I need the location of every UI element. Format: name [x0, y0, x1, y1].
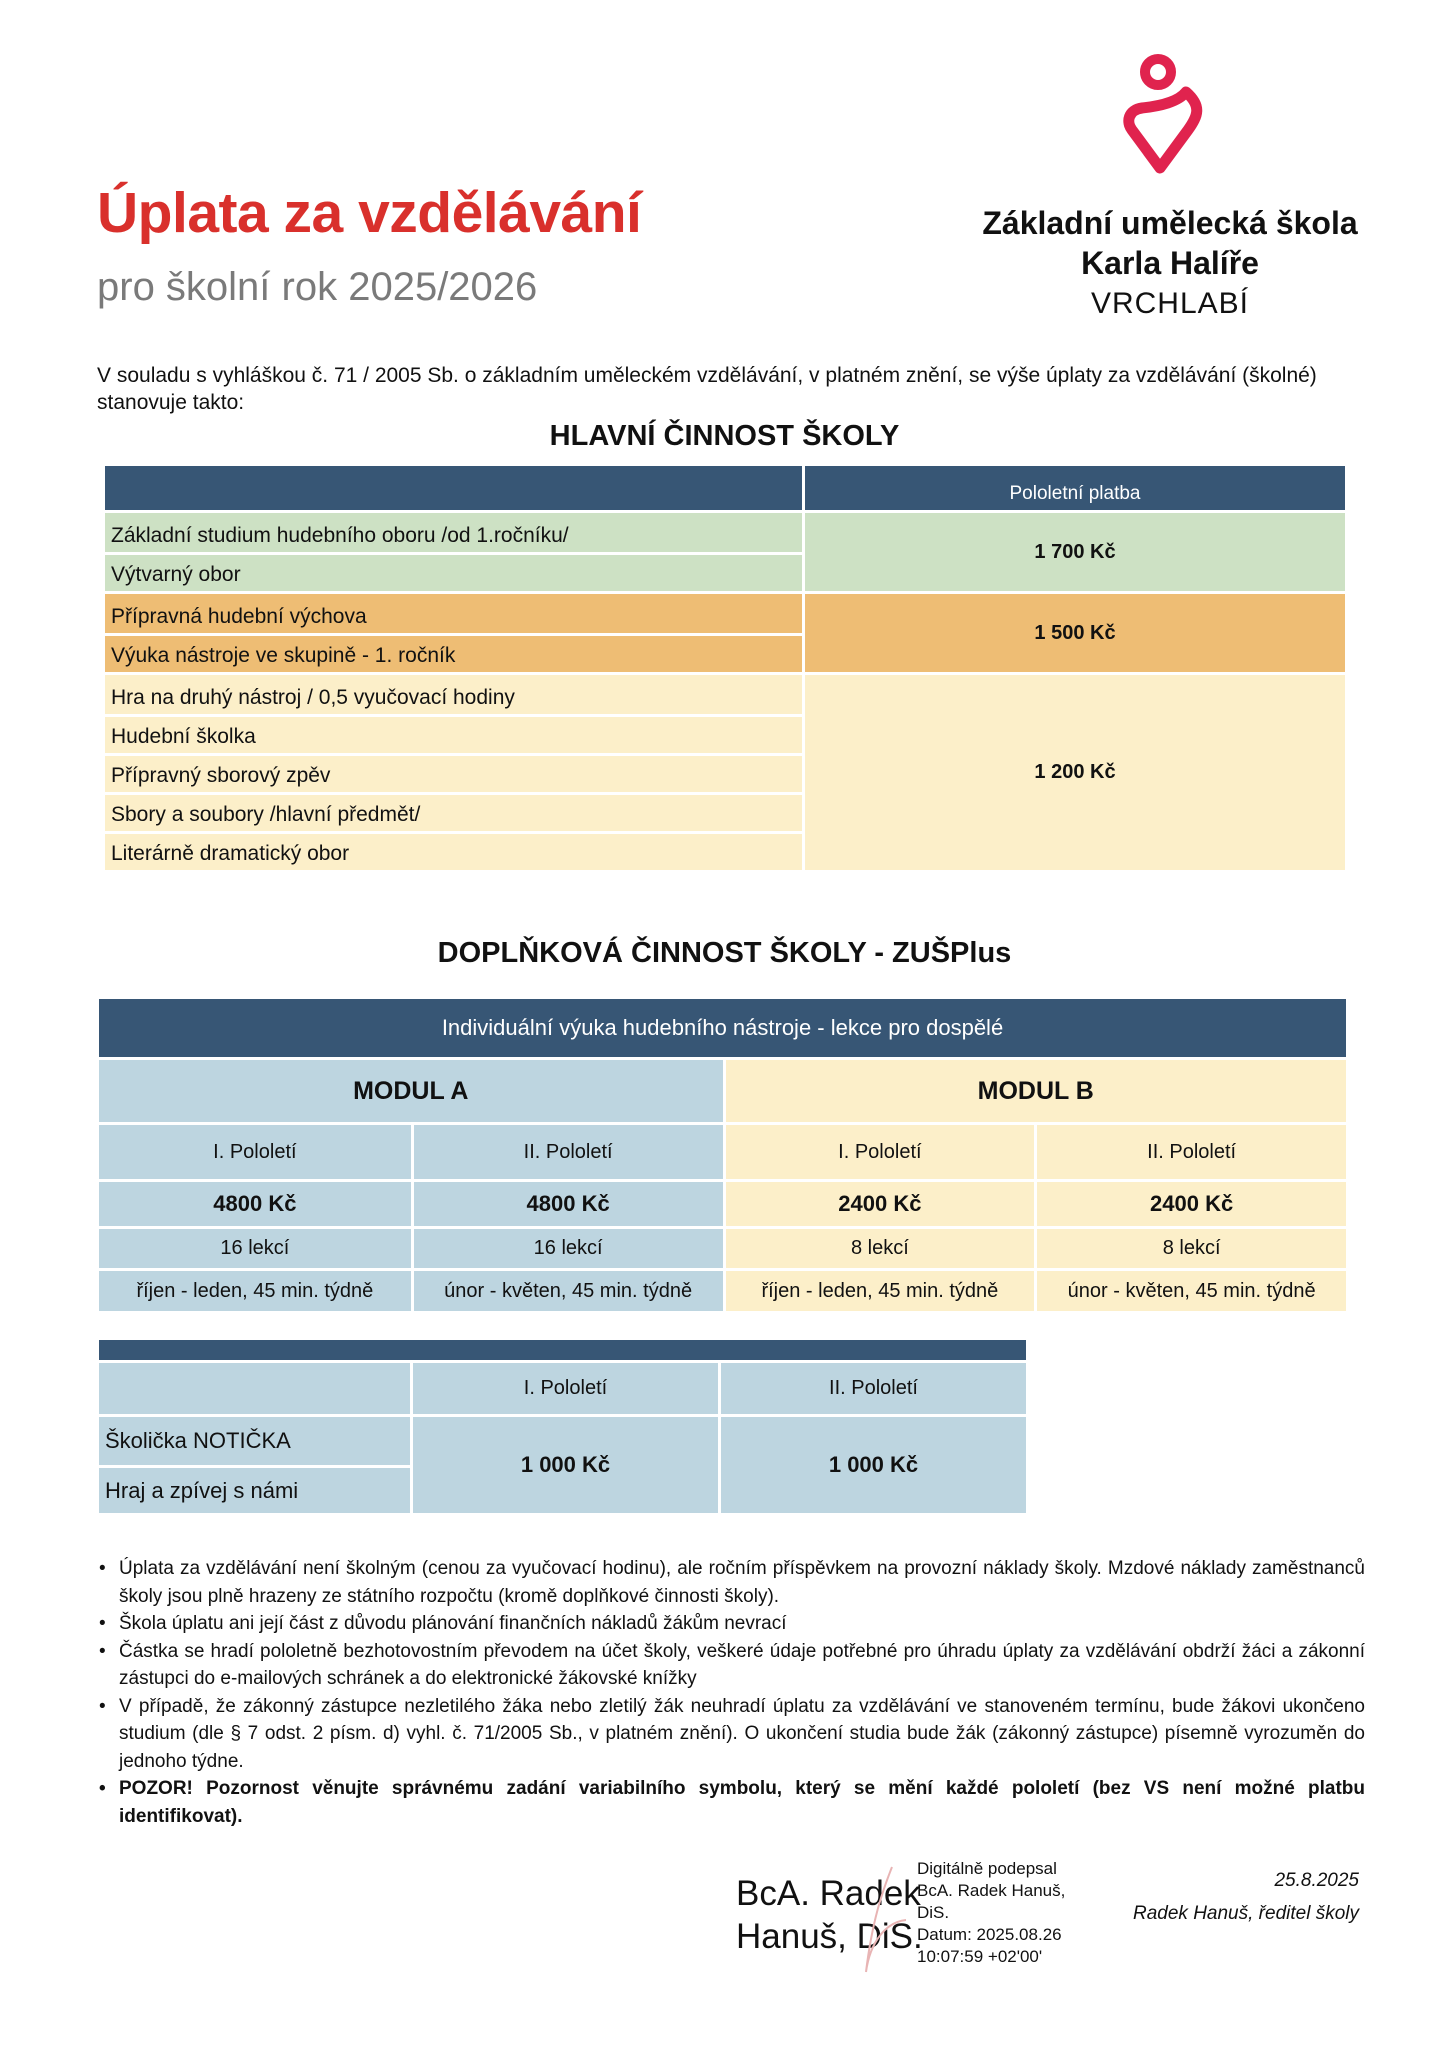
table-header-bar	[99, 1340, 1026, 1360]
digital-signature-watermark-icon	[852, 1862, 912, 1982]
signature-detail-line: 10:07:59 +02'00'	[917, 1947, 1043, 1966]
table-row: Základní studium hudebního oboru /od 1.ročníku/	[111, 524, 569, 547]
table-header	[105, 466, 1345, 510]
price-cell: 2400 Kč	[723, 1182, 1035, 1226]
lessons-count: 16 lekcí	[99, 1229, 411, 1268]
module-b-heading: MODUL B	[723, 1060, 1347, 1122]
period-cell: říjen - leden, 45 min. týdně	[723, 1271, 1035, 1311]
semester-label: I. Pololetí	[99, 1125, 411, 1179]
list-item: • Částka se hradí pololetně bezhotovostním převodem na účet školy, veškeré údaje potřebné pro úhradu úplaty za vzdělávání obdrží žáci a zákonní zástupci do e-mailových schránek a do elektronické žákovské knížky	[97, 1638, 1365, 1693]
list-item: • Škola úplatu ani její část z důvodu plánování finančních nákladů žákům nevrací	[97, 1610, 1365, 1638]
header-semester-payment: Pololetní platba	[1009, 483, 1141, 504]
school-logo	[930, 50, 1410, 325]
document-subtitle: pro školní rok 2025/2026	[97, 265, 538, 309]
school-name-line1: Základní umělecká škola	[982, 205, 1358, 241]
table-row: Literárně dramatický obor	[105, 831, 802, 870]
signature-name-line2: Hanuš, DiS.	[736, 1917, 923, 1956]
price-cell: 1 000 Kč	[410, 1417, 718, 1513]
module-a-heading: MODUL A	[99, 1060, 723, 1122]
signature-detail-line: DiS.	[917, 1903, 950, 1922]
school-city: VRCHLABÍ	[1090, 287, 1250, 320]
signatory-role: Radek Hanuš, ředitel školy	[1133, 1903, 1359, 1924]
signature-name-line1: BcA. Radek	[736, 1874, 921, 1913]
signature-detail-line: Digitálně podepsal	[917, 1859, 1057, 1878]
table-row: Výtvarný obor	[105, 552, 802, 591]
semester-label: II. Pololetí	[718, 1363, 1026, 1414]
supplementary-section-heading: DOPLŇKOVÁ ČINNOST ŠKOLY - ZUŠPlus	[437, 937, 1012, 969]
period-cell: únor - květen, 45 min. týdně	[1034, 1271, 1346, 1311]
header-blank-cell	[105, 466, 805, 510]
price-cell: 4800 Kč	[411, 1182, 723, 1226]
price-cell: 1 200 Kč	[1034, 761, 1116, 783]
period-cell: říjen - leden, 45 min. týdně	[99, 1271, 411, 1311]
semester-label: II. Pololetí	[1034, 1125, 1346, 1179]
table-row: Hra na druhý nástroj / 0,5 vyučovací hodiny	[111, 686, 515, 709]
fee-group-1200	[105, 672, 1345, 870]
header-blank-cell	[99, 1363, 410, 1414]
semester-label: II. Pololetí	[411, 1125, 723, 1179]
signature-detail-line: BcA. Radek Hanuš,	[917, 1881, 1066, 1900]
heart-figure-logo-icon	[1120, 50, 1220, 185]
period-cell: únor - květen, 45 min. týdně	[411, 1271, 723, 1311]
list-item: • V případě, že zákonný zástupce nezletilého žáka nebo zletilý žák neuhradí úplatu za vzdělávání ve stanoveném termínu, bude žákovi ukončeno studium (dle § 7 odst. 2 písm. d) vyhl. č. 71/2005 Sb., v platném znění). O ukončení studia bude žák (zákonný zástupce) písemně vyrozuměn do jednoho týdne.	[97, 1693, 1365, 1776]
lessons-count: 8 lekcí	[723, 1229, 1035, 1268]
semester-label: I. Pololetí	[723, 1125, 1035, 1179]
intro-paragraph: V souladu s vyhláškou č. 71 / 2005 Sb. o základním uměleckém vzdělávání, v platném znění, se výše úplaty za vzdělávání (školné) stanovuje takto:	[97, 364, 1317, 414]
table-row: Školička NOTIČKA	[105, 1428, 291, 1453]
semester-label: I. Pololetí	[410, 1363, 718, 1414]
lessons-count: 16 lekcí	[411, 1229, 723, 1268]
lessons-count: 8 lekcí	[1034, 1229, 1346, 1268]
table-row: Hraj a zpívej s námi	[99, 1465, 410, 1513]
signature-date: 25.8.2025	[1274, 1870, 1359, 1891]
table-row: Přípravný sborový zpěv	[105, 753, 802, 792]
school-name-line2: Karla Halíře	[1081, 245, 1259, 281]
table-row: Sbory a soubory /hlavní předmět/	[105, 792, 802, 831]
price-cell: 1 000 Kč	[718, 1417, 1026, 1513]
main-section-heading: HLAVNÍ ČINNOST ŠKOLY	[549, 420, 900, 452]
document-title: Úplata za vzdělávání	[97, 181, 642, 245]
table-row: Výuka nástroje ve skupině - 1. ročník	[105, 633, 802, 672]
kids-programs-table	[99, 1340, 1026, 1513]
price-cell: 1 700 Kč	[1034, 540, 1116, 563]
table-row: Přípravná hudební výchova	[111, 605, 367, 628]
main-fees-table	[105, 466, 1345, 870]
price-cell: 1 500 Kč	[1034, 621, 1116, 644]
price-cell: 4800 Kč	[99, 1182, 411, 1226]
fee-group-1500	[105, 591, 1345, 672]
table-row: Hudební školka	[105, 714, 802, 753]
price-cell: 2400 Kč	[1034, 1182, 1346, 1226]
warning-list-item: • POZOR! Pozornost věnujte správnému zadání variabilního symbolu, který se mění každé pololetí (bez VS není možné platbu identifikovat).	[97, 1775, 1365, 1830]
list-item: • Úplata za vzdělávání není školným (cenou za vyučovací hodinu), ale ročním příspěvkem na provozní náklady školy. Mzdové náklady zaměstnanců školy jsou plně hrazeny ze státního rozpočtu (kromě doplňkové činnosti školy).	[97, 1555, 1365, 1610]
fee-group-1700	[105, 510, 1345, 591]
adult-table-title: Individuální výuka hudebního nástroje - lekce pro dospělé	[99, 999, 1346, 1057]
adult-lessons-table	[99, 999, 1346, 1311]
signature-detail-line: Datum: 2025.08.26	[917, 1925, 1062, 1944]
notes-list	[97, 1555, 1365, 1830]
digital-signature-details	[917, 1858, 1065, 1968]
